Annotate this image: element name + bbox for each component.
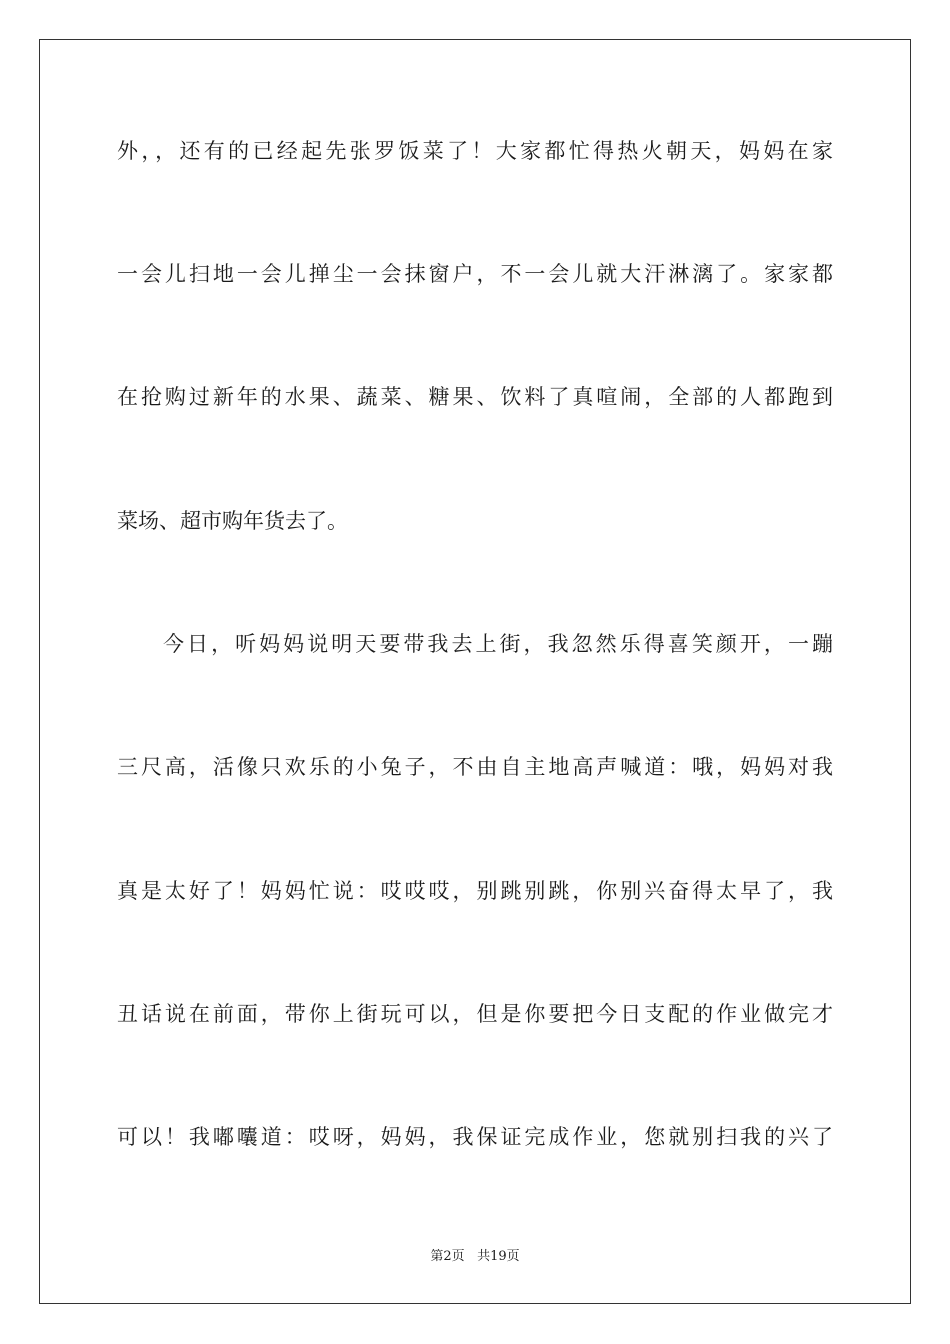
page-border (39, 39, 911, 1304)
text-line: 外，，还有的已经起先张罗饭菜了！大家都忙得热火朝天，妈妈在家 (117, 139, 833, 163)
text-line: 三尺高，活像只欢乐的小兔子，不由自主地高声喊道：哦，妈妈对我 (117, 755, 833, 779)
text-line: 一会儿扫地一会儿掸尘一会抹窗户，不一会儿就大汗淋漓了。家家都 (117, 262, 833, 286)
text-line: 在抢购过新年的水果、蔬菜、糖果、饮料了真喧闹，全部的人都跑到 (117, 385, 833, 409)
text-line: 可以！我嘟囔道：哎呀，妈妈，我保证完成作业，您就别扫我的兴了 (117, 1125, 833, 1149)
text-line-indented: 今日，听妈妈说明天要带我去上街，我忽然乐得喜笑颜开，一蹦 (163, 632, 833, 656)
text-line: 真是太好了！妈妈忙说：哎哎哎，别跳别跳，你别兴奋得太早了，我 (117, 879, 833, 903)
page-footer (0, 1248, 950, 1266)
text-line: 丑话说在前面，带你上街玩可以，但是你要把今日支配的作业做完才 (117, 1002, 833, 1026)
page-total: 共19页 (477, 1249, 520, 1264)
text-line: 菜场、超市购年货去了。 (117, 509, 348, 533)
page-number: 第2页 (430, 1249, 465, 1264)
